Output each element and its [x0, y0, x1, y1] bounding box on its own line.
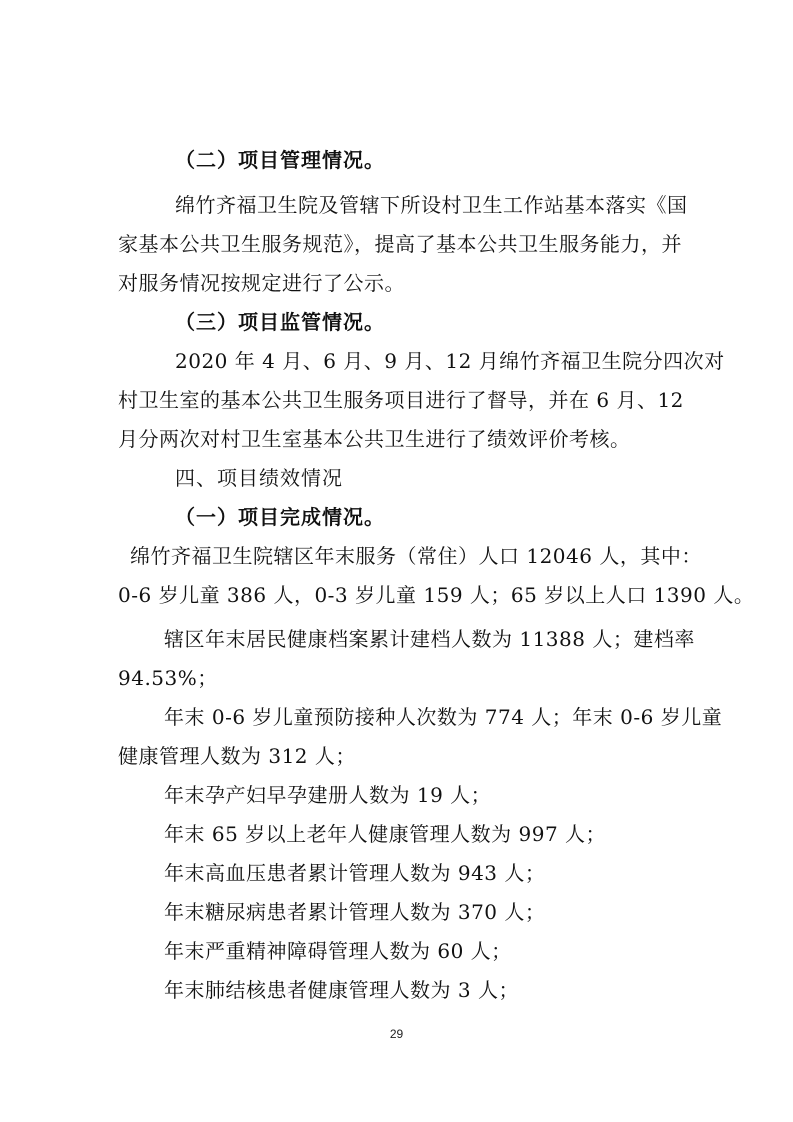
tuberculosis-line: 年末肺结核患者健康管理人数为 3 人；	[164, 978, 519, 1002]
records-line-2: 94.53%；	[118, 666, 218, 690]
elderly-line: 年末 65 岁以上老年人健康管理人数为 997 人；	[164, 822, 607, 846]
hypertension-line: 年末高血压患者累计管理人数为 943 人；	[164, 861, 546, 885]
records-line-1: 辖区年末居民健康档案累计建档人数为 11388 人；建档率	[164, 627, 695, 651]
population-line-1: 绵竹齐福卫生院辖区年末服务（常住）人口 12046 人，其中：	[130, 544, 702, 568]
management-paragraph-line-3: 对服务情况按规定进行了公示。	[118, 271, 405, 295]
diabetes-line: 年末糖尿病患者累计管理人数为 370 人；	[164, 900, 546, 924]
performance-title: 四、项目绩效情况	[175, 466, 343, 490]
completion-heading: （一）项目完成情况。	[175, 505, 385, 529]
management-paragraph-line-2: 家基本公共卫生服务规范》，提高了基本公共卫生服务能力，并	[118, 232, 682, 256]
management-heading: （二）项目管理情况。	[175, 148, 385, 172]
supervision-paragraph-line-1: 2020 年 4 月、6 月、9 月、12 月绵竹齐福卫生院分四次对	[175, 349, 725, 373]
mental-health-line: 年末严重精神障碍管理人数为 60 人；	[164, 939, 512, 963]
vaccination-line-2: 健康管理人数为 312 人；	[118, 744, 356, 768]
page-number: 29	[389, 1027, 404, 1041]
population-line-2: 0-6 岁儿童 386 人，0-3 岁儿童 159 人；65 岁以上人口 1390 人。	[118, 583, 755, 607]
supervision-heading: （三）项目监管情况。	[175, 310, 385, 334]
supervision-paragraph-line-2: 村卫生室的基本公共卫生服务项目进行了督导，并在 6 月、12	[118, 388, 684, 412]
pregnancy-line: 年末孕产妇早孕建册人数为 19 人；	[164, 783, 492, 807]
vaccination-line-1: 年末 0-6 岁儿童预防接种人次数为 774 人；年末 0-6 岁儿童	[164, 705, 723, 729]
supervision-paragraph-line-3: 月分两次对村卫生室基本公共卫生进行了绩效评价考核。	[118, 427, 631, 451]
management-paragraph-line-1: 绵竹齐福卫生院及管辖下所设村卫生工作站基本落实《国	[175, 193, 688, 217]
